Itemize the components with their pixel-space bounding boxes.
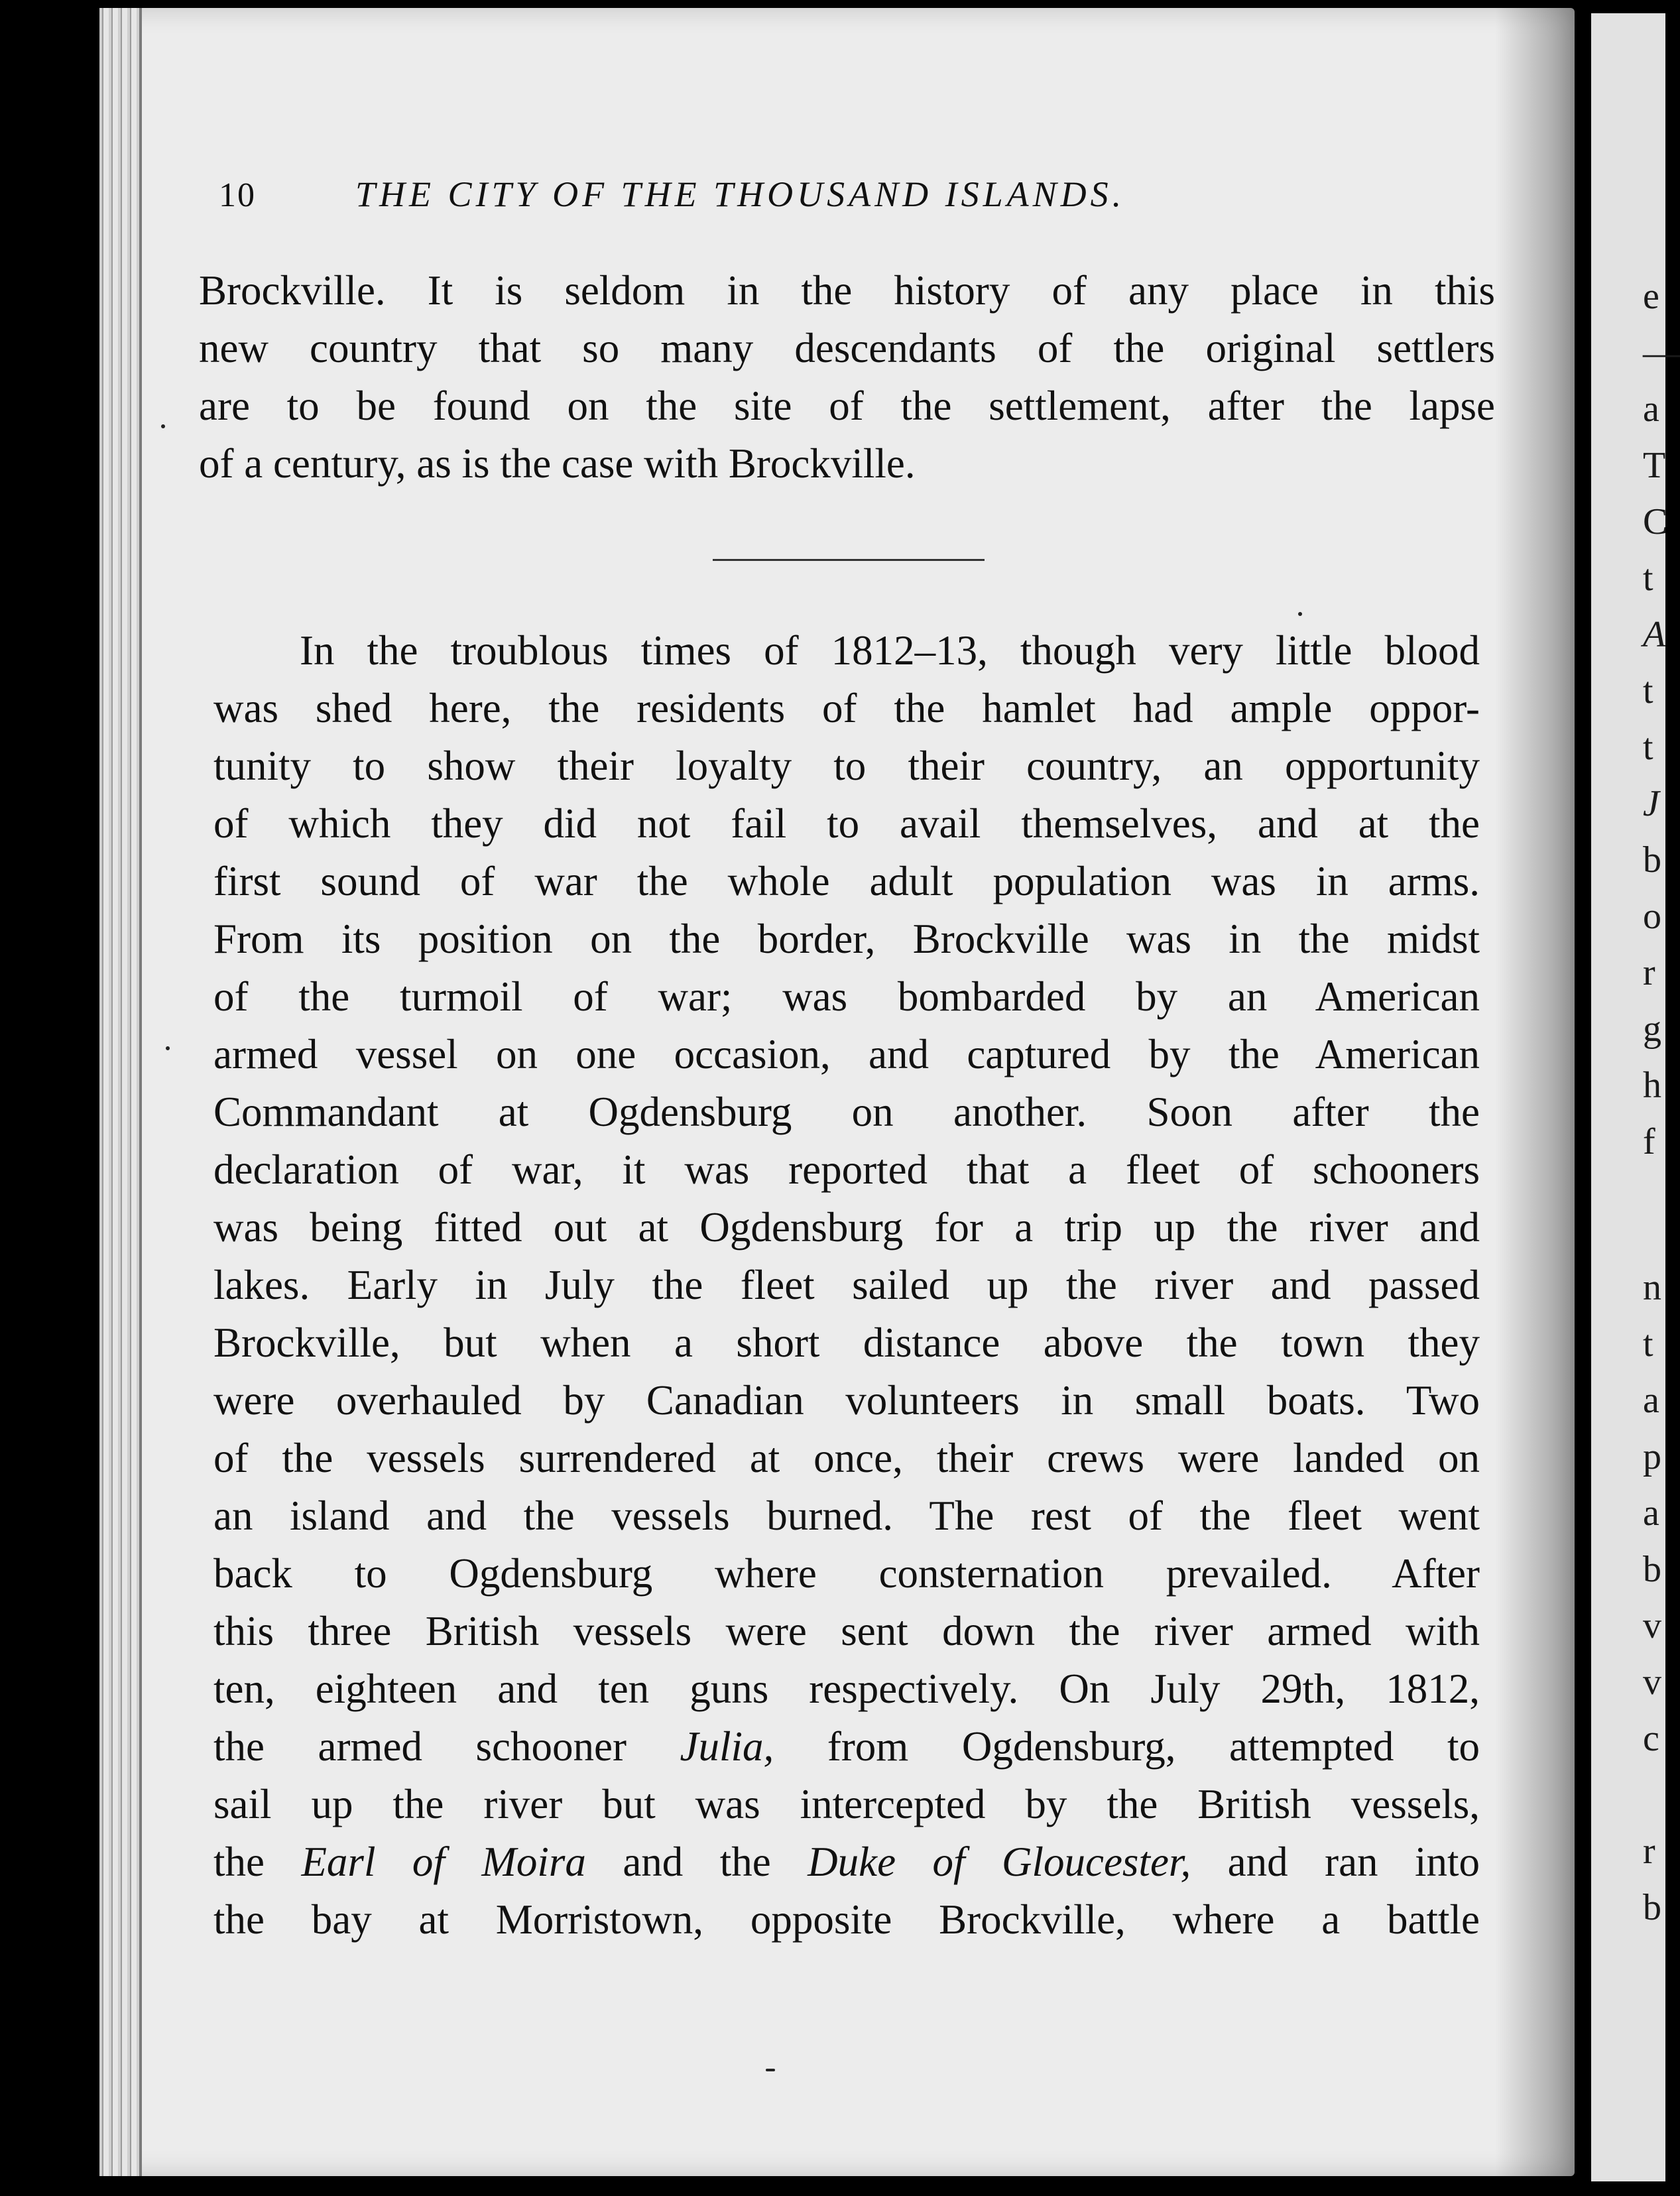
page-number: 10: [219, 176, 256, 214]
facing-page-fragment: a: [1643, 1380, 1659, 1421]
text-line: of which they did not fail to avail themselves, and at the: [213, 800, 1480, 847]
text-line: was shed here, the residents of the hamlet had ample oppor-: [213, 685, 1480, 731]
text-run: and ran into: [1191, 1839, 1480, 1885]
text-line: declaration of war, it was reported that a fleet of schooners: [213, 1146, 1480, 1193]
text-line: were overhauled by Canadian volunteers in small boats. Two: [213, 1377, 1480, 1424]
text-line: the bay at Morristown, opposite Brockville, where a battle: [213, 1896, 1480, 1943]
paragraph-1812-war: [213, 622, 1480, 1949]
text-line: sail up the river but was intercepted by the British vessels,: [213, 1781, 1480, 1827]
scan-speck: [166, 1046, 170, 1050]
facing-page-fragment: c: [1643, 1718, 1659, 1759]
facing-page-fragment: e: [1643, 276, 1659, 317]
facing-page-fragment: t: [1643, 727, 1653, 768]
text-line: of the vessels surrendered at once, their crews were landed on: [213, 1435, 1480, 1481]
facing-page-fragment: —: [1643, 332, 1680, 373]
text-line: of the turmoil of war; was bombarded by an American: [213, 973, 1480, 1020]
facing-page-fragment: a: [1643, 1493, 1659, 1534]
text-line: new country that so many descendants of the original settlers: [199, 325, 1495, 371]
gutter-shadow: [1495, 8, 1575, 2176]
running-head: [219, 174, 1306, 215]
scan-speck: [1298, 612, 1302, 616]
scan-speck: [766, 2069, 775, 2071]
facing-page-fragment: v: [1643, 1605, 1661, 1646]
text-line: tunity to show their loyalty to their country, an opportunity: [213, 743, 1480, 789]
text-line: Brockville, but when a short distance above the town they: [213, 1319, 1480, 1366]
text-line: of a century, as is the case with Brockville.: [199, 440, 916, 487]
text-line: [213, 1833, 1480, 1891]
page-stack-edge: [99, 8, 142, 2176]
facing-page-sliver: [1591, 13, 1680, 2181]
text-line: was being fitted out at Ogdensburg for a trip up the river and: [213, 1204, 1480, 1250]
facing-page-fragment: b: [1643, 839, 1661, 881]
section-divider-rule: [713, 559, 985, 561]
facing-page-fragment: h: [1643, 1065, 1661, 1106]
text-line: first sound of war the whole adult population was in arms.: [213, 858, 1480, 904]
facing-page-fragment: o: [1643, 896, 1661, 937]
facing-page-fragment: r: [1643, 1831, 1655, 1872]
text-line: this three British vessels were sent down the river armed with: [213, 1608, 1480, 1654]
text-line: ten, eighteen and ten guns respectively. On July 29th, 1812,: [213, 1666, 1480, 1712]
text-line: Brockville. It is seldom in the history of any place in this: [199, 267, 1495, 314]
facing-page-fragment: g: [1643, 1008, 1661, 1050]
facing-page-fragment: t: [1643, 558, 1653, 599]
facing-page-fragment: a: [1643, 389, 1659, 430]
facing-page-fragment: p: [1643, 1436, 1661, 1477]
text-line: back to Ogdensburg where consternation prevailed. After: [213, 1550, 1480, 1597]
scan-speck: [161, 424, 165, 428]
facing-page-fragment: b: [1643, 1887, 1661, 1928]
ship-name-duke-of-gloucester: Duke of Gloucester,: [808, 1839, 1191, 1885]
text-line: lakes. Early in July the fleet sailed up the river and passed: [213, 1262, 1480, 1308]
facing-page-fragment: J: [1643, 783, 1659, 824]
text-run: from Ogdensburg, attempted to: [774, 1723, 1480, 1770]
text-line: Commandant at Ogdensburg on another. Soon after the: [213, 1089, 1480, 1135]
text-line: From its position on the border, Brockville was in the midst: [213, 916, 1480, 962]
text-line: armed vessel on one occasion, and captured by the American: [213, 1031, 1480, 1077]
text-line: an island and the vessels burned. The rest of the fleet went: [213, 1493, 1480, 1539]
facing-page-fragment: C: [1643, 501, 1668, 542]
running-title: THE CITY OF THE THOUSAND ISLANDS.: [355, 174, 1126, 214]
text-line: [213, 1718, 1480, 1776]
text-line: are to be found on the site of the settlement, after the lapse: [199, 383, 1495, 429]
facing-page-fragment: f: [1643, 1121, 1655, 1162]
text-run: the: [213, 1839, 302, 1885]
ship-name-julia: Julia,: [680, 1723, 774, 1770]
facing-page-fragment: b: [1643, 1549, 1661, 1590]
facing-page-fragment: t: [1643, 670, 1653, 711]
ship-name-earl-of-moira: Earl of Moira: [301, 1839, 586, 1885]
facing-page-fragment: r: [1643, 952, 1655, 993]
facing-page-fragment: A: [1643, 614, 1666, 655]
text-line: In the troublous times of 1812–13, though very little blood: [300, 627, 1480, 674]
text-run: the armed schooner: [213, 1723, 680, 1770]
facing-page-fragment: v: [1643, 1662, 1661, 1703]
facing-page-fragment: T: [1643, 445, 1666, 486]
paragraph-continued: [199, 262, 1495, 493]
facing-page-fragment: n: [1643, 1267, 1661, 1308]
facing-page-fragment: t: [1643, 1323, 1653, 1365]
text-run: and the: [585, 1839, 808, 1885]
